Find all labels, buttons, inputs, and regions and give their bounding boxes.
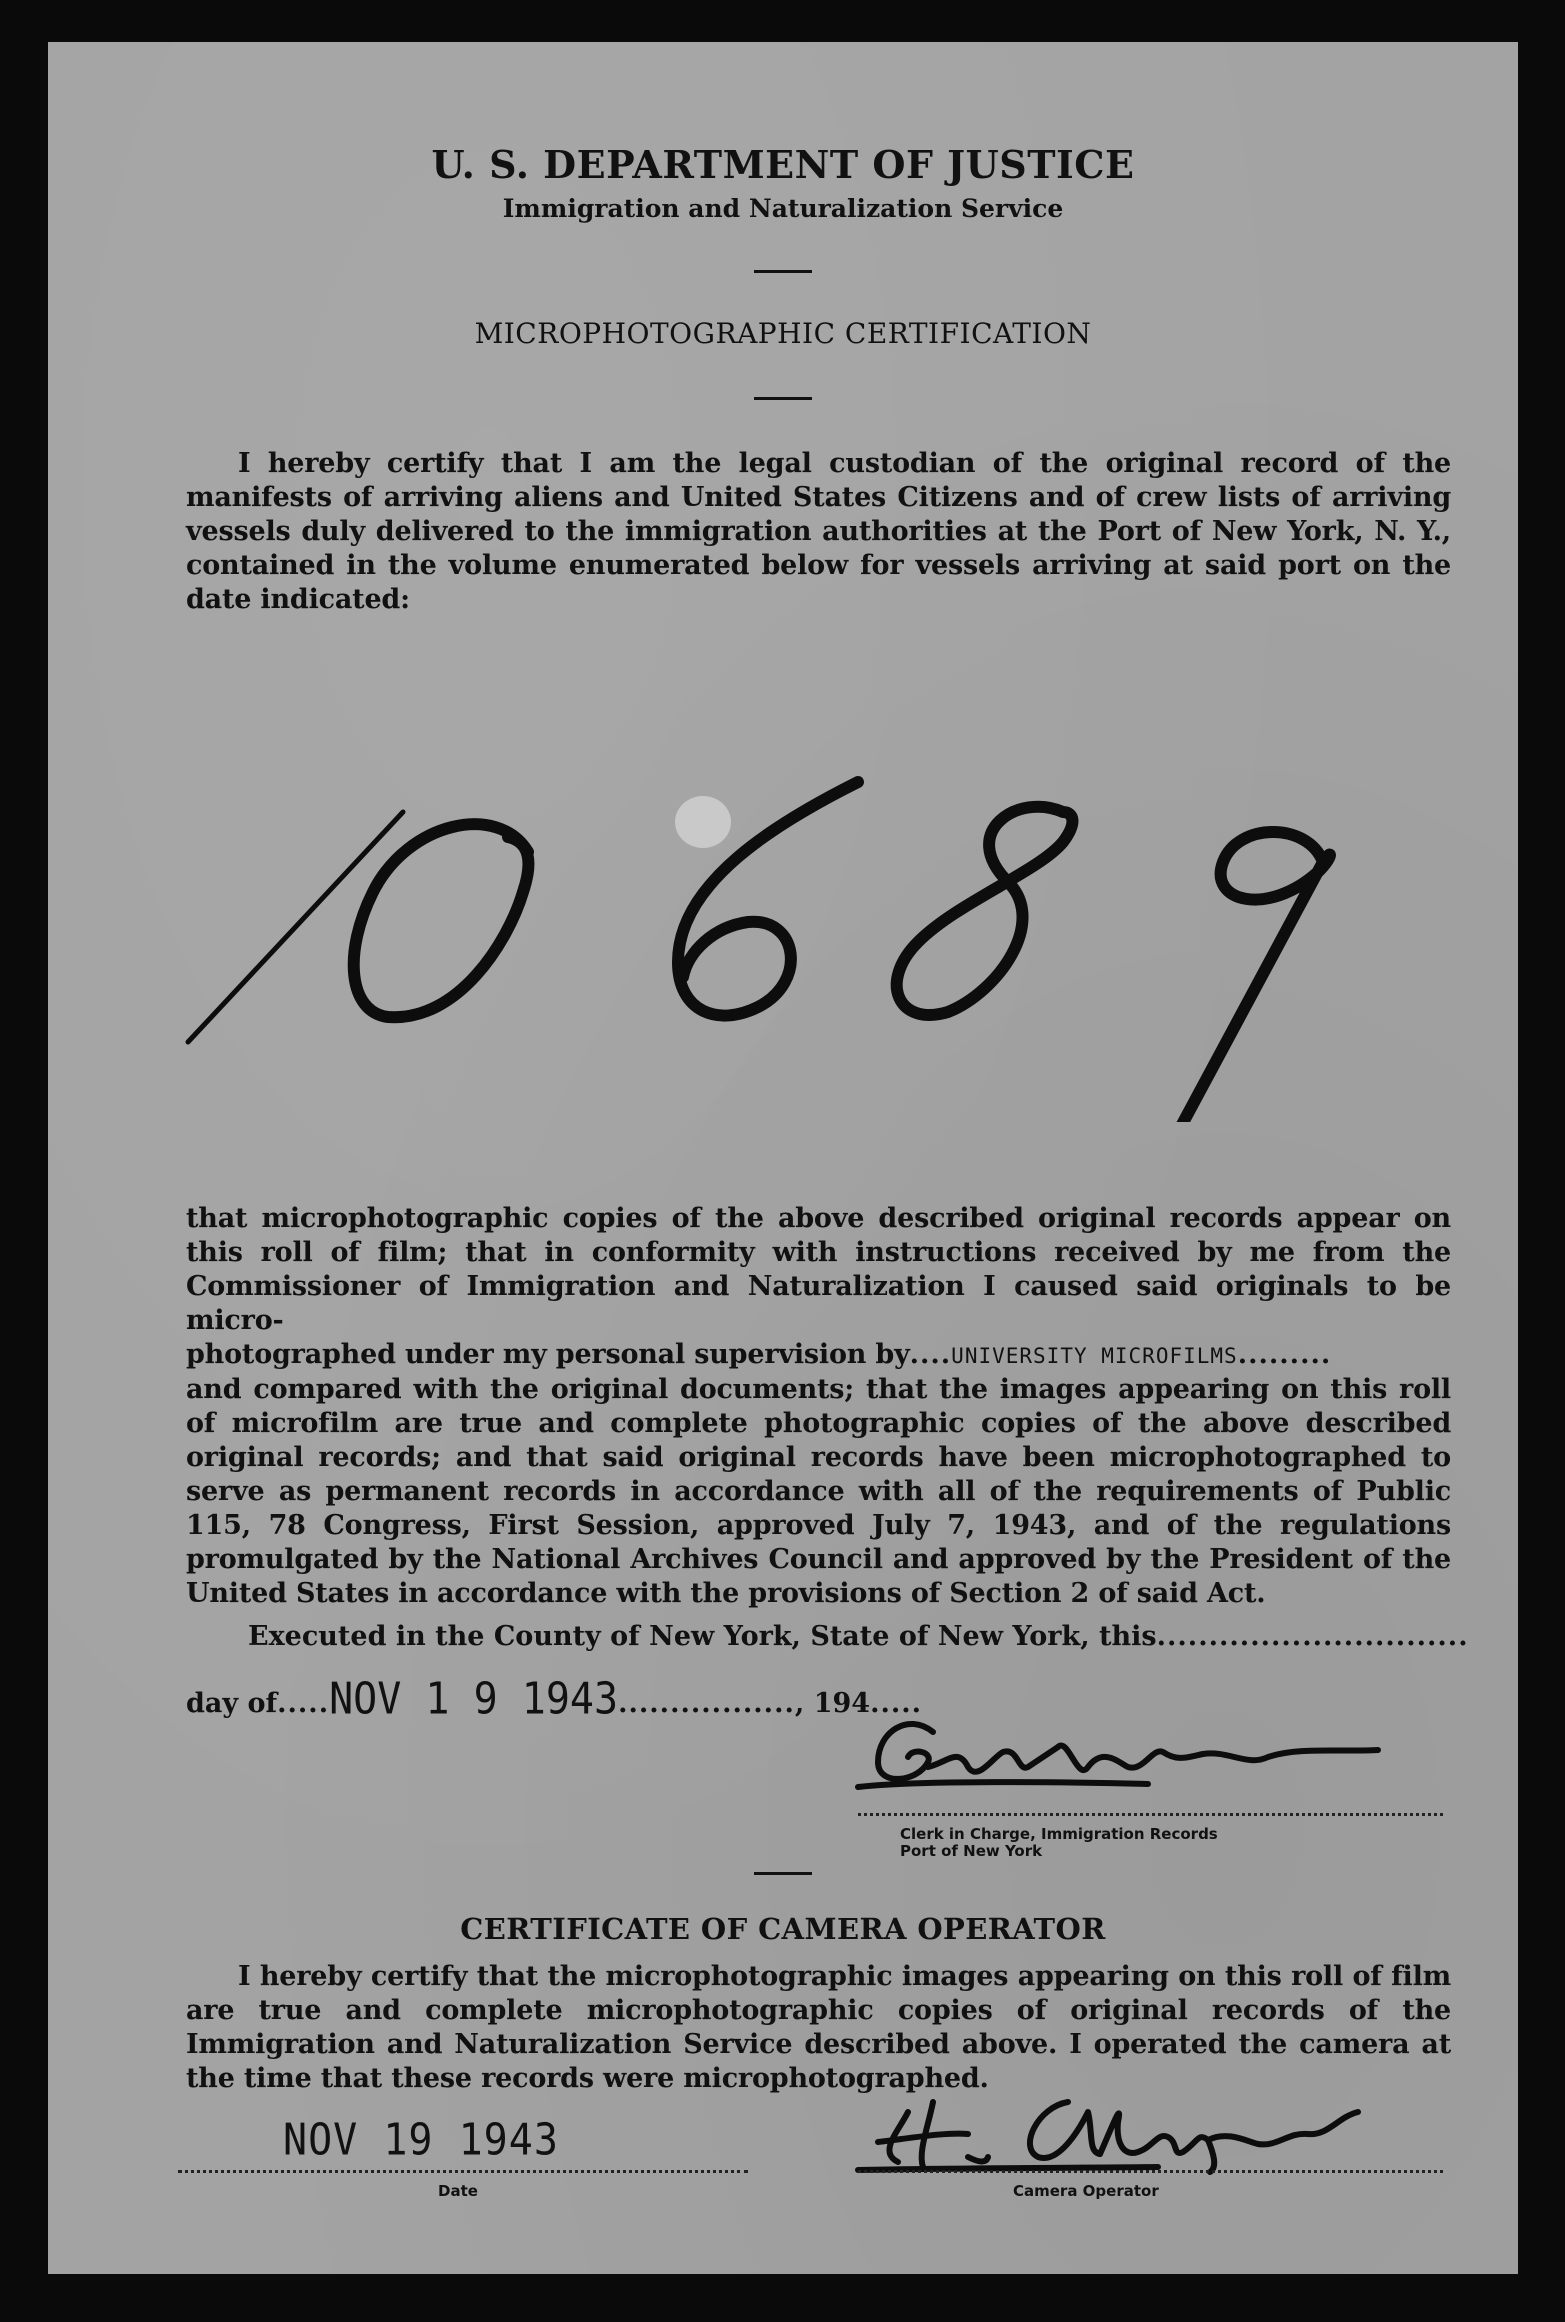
clerk-title-line-1: Clerk in Charge, Immigration Records xyxy=(900,1825,1218,1843)
body-paragraph xyxy=(186,1202,1451,1611)
intro-text: I hereby certify that I am the legal custodian of the original record of the manifests of arriving aliens and United States Citizens and of crew lists of arriving vessels duly delivered to the immigration authorities at the Port of New York, N. Y., contained in the volume enumerated below for vessels arriving at said port on the date indicated: xyxy=(186,448,1451,615)
intro-paragraph xyxy=(186,447,1451,617)
camera-operator-text: I hereby certify that the microphotographic images appearing on this roll of film are true and complete microphotographic copies of original records of the Immigration and Naturalization Service described above. I operated the camera at the time that these records were microphotographed. xyxy=(186,1961,1451,2094)
camera-operator-label: Camera Operator xyxy=(1013,2182,1159,2200)
supervision-text: photographed under my personal supervision by xyxy=(186,1339,910,1370)
divider-rule xyxy=(754,397,812,400)
year-prefix: , 194 xyxy=(794,1688,871,1719)
divider-rule xyxy=(754,270,812,273)
body-rest-text: and compared with the original documents; that the images appearing on this roll of microfilm are true and complete photographic copies of the above described original records; and that said original records have been microphotographed to serve as permanent records in accordance with all of the requirements of Public 115, 78 Congress, First Session, approved July 7, 1943, and of the regulations promulgated by the National Archives Council and approved by the President of the United States in accordance with the provisions of Section 2 of said Act. xyxy=(186,1374,1451,1609)
day-of-line: day of.....NOV 1 9 1943................., 194..... xyxy=(186,1673,923,1725)
certification-title: MICROPHOTOGRAPHIC CERTIFICATION xyxy=(474,317,1092,350)
executed-line: Executed in the County of New York, State of New York, this.............................. xyxy=(248,1621,1469,1652)
handwritten-volume-number xyxy=(158,742,1408,1122)
divider-rule xyxy=(754,1872,812,1875)
photographer-stamp: UNIVERSITY MICROFILMS xyxy=(951,1344,1238,1368)
camera-operator-title: CERTIFICATE OF CAMERA OPERATOR xyxy=(460,1912,1106,1946)
day-of-label: day of xyxy=(186,1688,278,1719)
day-of-date-stamp: NOV 1 9 1943 xyxy=(329,1673,619,1725)
certificate-page xyxy=(48,42,1518,2274)
date-line xyxy=(178,2170,748,2173)
camera-operator-signature xyxy=(838,2072,1398,2182)
body-line-1: that microphotographic copies of the above described original records appear on this roll of film; that in conformity with instructions received by me from the Commissioner of Immigration and Naturalization I caused said originals to be micro- xyxy=(186,1203,1451,1336)
operator-signature-line xyxy=(858,2170,1443,2173)
supervision-line: photographed under my personal supervision by....UNIVERSITY MICROFILMS......... xyxy=(186,1339,1332,1370)
clerk-title-line-2: Port of New York xyxy=(900,1842,1043,1860)
service-subheading: Immigration and Naturalization Service xyxy=(502,194,1064,223)
executed-text: Executed in the County of New York, State of New York, this xyxy=(248,1621,1157,1652)
clerk-title xyxy=(900,1826,1218,1860)
clerk-signature-line xyxy=(858,1813,1443,1816)
date-label: Date xyxy=(438,2182,478,2200)
operator-date-stamp: NOV 19 1943 xyxy=(283,2114,559,2166)
clerk-signature xyxy=(818,1692,1418,1822)
department-heading: U. S. DEPARTMENT OF JUSTICE xyxy=(431,142,1135,187)
